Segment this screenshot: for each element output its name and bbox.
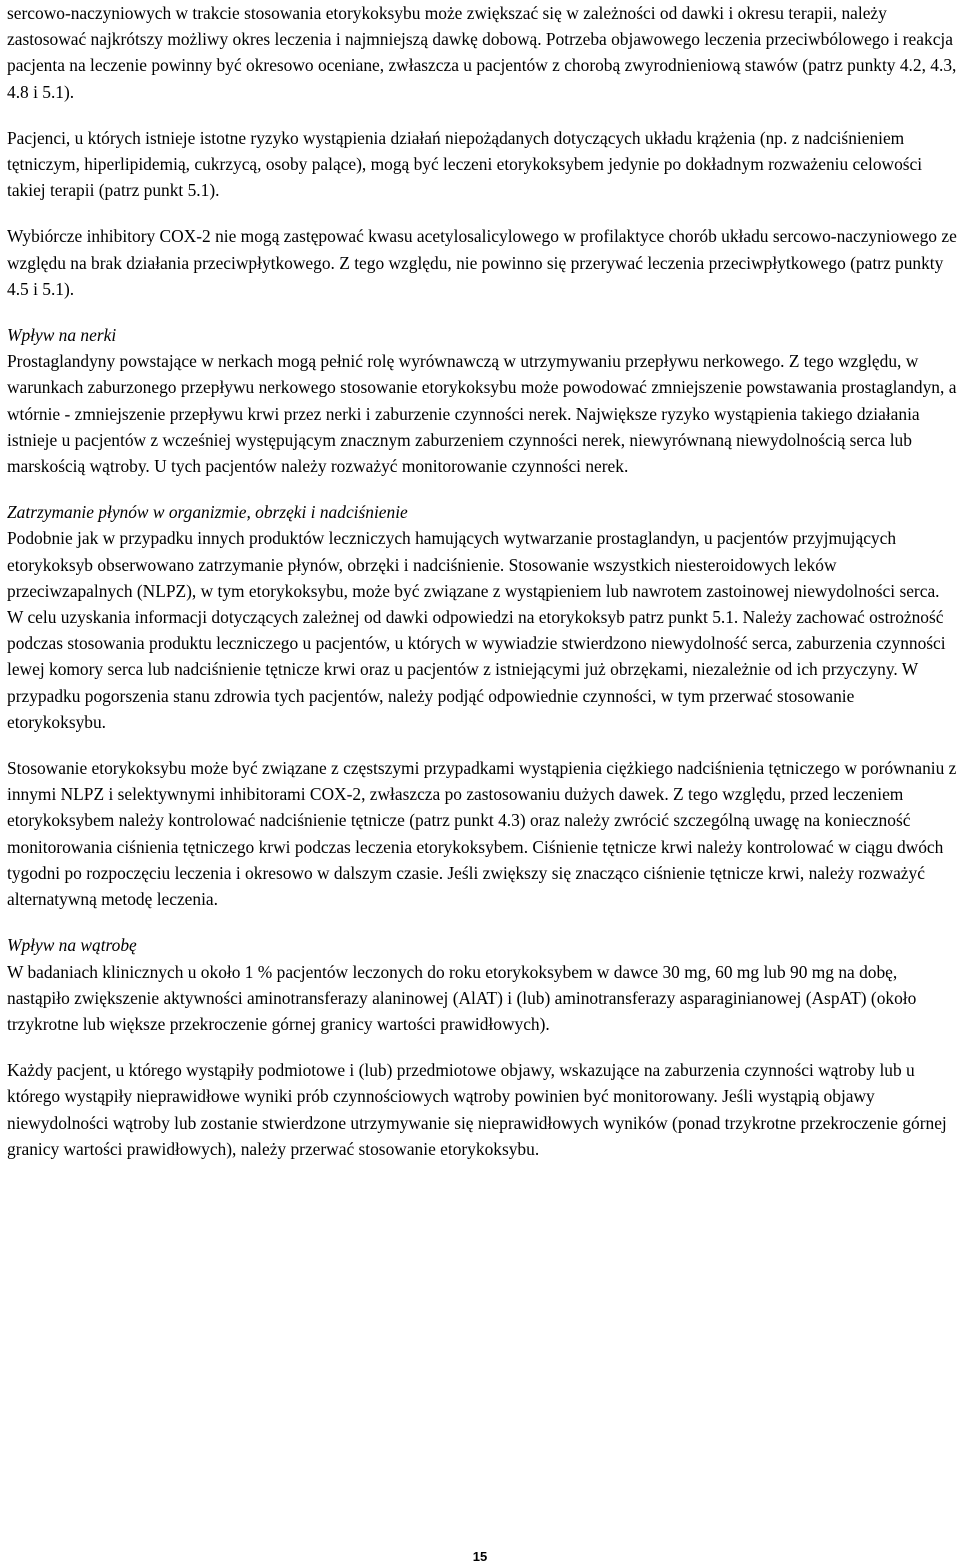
heading-fluid-retention: Zatrzymanie płynów w organizmie, obrzęki i nadciśnienie [7,502,408,523]
paragraph-kidney-effects: Prostaglandyny powstające w nerkach mogą pełnić rolę wyrównawczą w utrzymywaniu przepływu nerkowego. Z tego względu, w warunkach zaburzonego przepływu nerkowego stosowanie etorykoksybu może powodować zmniejszenie powstawania prostaglandyn, a wtórnie - zmniejszenie przepływu krwi przez nerki i zaburzenie czynności nerek. Największe ryzyko wystąpienia takiego działania istnieje u pacjentów z wcześniej występującym znacznym zaburzeniem czynności nerek, niewyrównaną niewydolnością serca lub marskością wątroby. U tych pacjentów należy rozważyć monitorowanie czynności nerek. [7,351,957,477]
paragraph-hypertension: Stosowanie etorykoksybu może być związane z częstszymi przypadkami wystąpienia ciężkiego nadciśnienia tętniczego w porównaniu z innymi NLPZ i selektywnymi inhibitorami COX-2, zwłaszcza po zastosowaniu dużych dawek. Z tego względu, przed leczeniem etorykoksybem należy kontrolować nadciśnienie tętnicze (patrz punkt 4.3) oraz należy zwrócić szczególną uwagę na konieczność monitorowania ciśnienia tętniczego krwi podczas leczenia etorykoksybem. Ciśnienie tętnicze krwi należy kontrolować w ciągu dwóch tygodni po rozpoczęciu leczenia i okresowo w dalszym czasie. Jeśli zwiększy się znacząco ciśnienie tętnicze krwi, należy rozważyć alternatywną metodę leczenia. [7,758,957,910]
page-number: 15 [472,1549,488,1564]
paragraph-liver-monitoring: Każdy pacjent, u którego wystąpiły podmiotowe i (lub) przedmiotowe objawy, wskazujące na zaburzenia czynności wątroby lub u którego wystąpiły nieprawidłowe wyniki prób czynnościowych wątroby powinien być monitorowany. Jeśli wystąpią objawy niewydolności wątroby lub zostanie stwierdzone utrzymywanie się nieprawidłowych wyników (ponad trzykrotne przekroczenie górnej granicy wartości prawidłowych), należy przerwać stosowanie etorykoksybu. [7,1060,947,1159]
heading-kidney-effects: Wpływ na nerki [7,325,117,346]
document-page [7,0,957,1162]
paragraph-cardiovascular-dose: sercowo-naczyniowych w trakcie stosowania etorykoksybu może zwiększać się w zależności od dawki i okresu terapii, należy zastosować najkrótszy możliwy okres leczenia i najmniejszą dawkę dobową. Potrzeba objawowego leczenia przeciwbólowego i reakcja pacjenta na leczenie powinny być okresowo oceniane, zwłaszcza u pacjentów z chorobą zwyrodnieniową stawów (patrz punkty 4.2, 4.3, 4.8 i 5.1). [7,3,957,102]
heading-liver-effects: Wpływ na wątrobę [7,935,137,956]
paragraph-cardiovascular-risk: Pacjenci, u których istnieje istotne ryzyko wystąpienia działań niepożądanych dotyczących układu krążenia (np. z nadciśnieniem tętniczym, hiperlipidemią, cukrzycą, osoby palące), mogą być leczeni etorykoksybem jedynie po dokładnym rozważeniu celowości takiej terapii (patrz punkt 5.1). [7,127,923,201]
paragraph-liver-effects: W badaniach klinicznych u około 1 % pacjentów leczonych do roku etorykoksybem w dawce 30 mg, 60 mg lub 90 mg na dobę, nastąpiło zwiększenie aktywności aminotransferazy alaninowej (AlAT) i (lub) aminotransferazy asparaginianowej (AspAT) (około trzykrotne lub większe przekroczenie górnej granicy wartości prawidłowych). [7,961,917,1034]
paragraph-fluid-retention: Podobnie jak w przypadku innych produktów leczniczych hamujących wytwarzanie prostaglandyn, u pacjentów przyjmujących etorykoksyb obserwowano zatrzymanie płynów, obrzęki i nadciśnienie. Stosowanie wszystkich niesteroidowych leków przeciwzapalnych (NLPZ), w tym etorykoksybu, może być związane z wystąpieniem lub nawrotem zastoinowej niewydolności serca. W celu uzyskania informacji dotyczących zależnej od dawki odpowiedzi na etorykoksyb patrz punkt 5.1. Należy zachować ostrożność podczas stosowania produktu leczniczego u pacjentów, u których w wywiadzie stwierdzono niewydolność serca, zaburzenia czynności lewej komory serca lub nadciśnienie tętnicze krwi oraz u pacjentów z istniejącymi już obrzękami, niezależnie od ich przyczyny. W przypadku pogorszenia stanu zdrowia tych pacjentów, należy podjąć odpowiednie czynności, w tym przerwać stosowanie etorykoksybu. [7,528,946,732]
paragraph-cox2-antiplatelet: Wybiórcze inhibitory COX-2 nie mogą zastępować kwasu acetylosalicylowego w profilaktyce chorób układu sercowo-naczyniowego ze względu na brak działania przeciwpłytkowego. Z tego względu, nie powinno się przerywać leczenia przeciwpłytkowego (patrz punkty 4.5 i 5.1). [7,226,957,299]
